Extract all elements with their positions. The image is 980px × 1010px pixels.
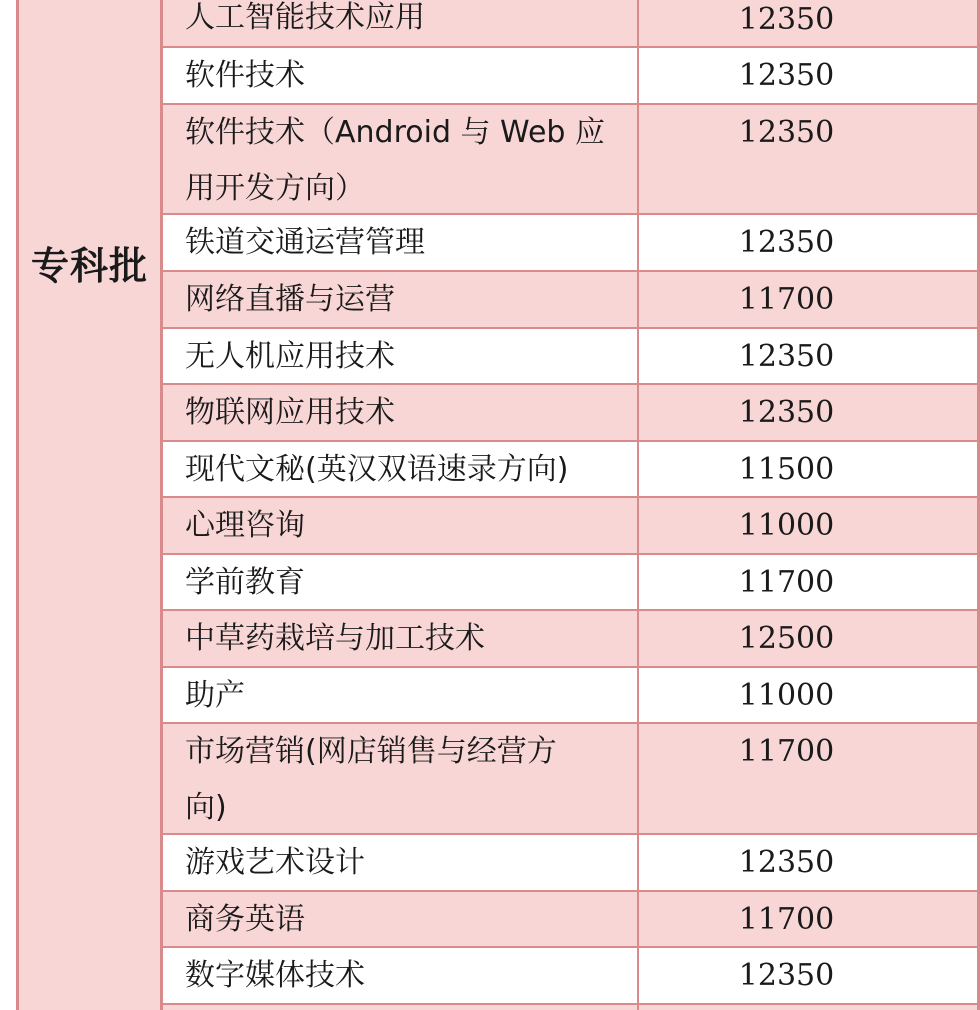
major-name: 物联网应用技术 — [185, 395, 395, 430]
table-row — [163, 442, 980, 498]
major-name: 商务英语 — [185, 902, 305, 937]
tuition-fee: 12350 — [738, 2, 835, 37]
major-name: 无人机应用技术 — [185, 339, 395, 374]
table-row — [163, 668, 980, 724]
tuition-fee: 12350 — [738, 58, 835, 93]
table-row — [163, 385, 980, 442]
major-name: 网络直播与运营 — [185, 282, 395, 317]
tuition-fee: 11000 — [738, 678, 835, 713]
table-row — [163, 892, 980, 948]
column-divider — [637, 1005, 639, 1010]
table-row — [163, 724, 980, 835]
major-name: 软件技术（Android 与 Web 应用开发方向） — [185, 115, 605, 206]
table-row — [163, 215, 980, 272]
tuition-fee: 11000 — [738, 508, 835, 543]
table-row — [163, 0, 980, 48]
table-row — [163, 948, 980, 1005]
tuition-fee: 12350 — [738, 339, 835, 374]
major-name: 市场营销(网店销售与经营方向) — [185, 734, 557, 825]
table-row — [163, 105, 980, 215]
tuition-fee: 12350 — [738, 115, 835, 150]
major-name: 中草药栽培与加工技术 — [185, 621, 485, 656]
tuition-fee: 11700 — [738, 565, 835, 600]
table-row — [163, 272, 980, 329]
table-row — [163, 555, 980, 611]
table-row — [163, 611, 980, 668]
tuition-fee: 11700 — [738, 902, 835, 937]
major-name: 铁道交通运营管理 — [185, 225, 425, 260]
tuition-fee: 11500 — [738, 452, 835, 487]
major-name: 学前教育 — [185, 565, 305, 600]
major-name: 软件技术 — [185, 58, 305, 93]
table-row — [163, 48, 980, 105]
tuition-fee: 12350 — [738, 225, 835, 260]
major-name: 人工智能技术应用 — [185, 0, 425, 35]
tuition-fee: 11700 — [738, 734, 835, 769]
major-name: 现代文秘(英汉双语速录方向) — [185, 452, 569, 487]
table-row — [163, 835, 980, 892]
majors-table — [163, 0, 980, 1010]
batch-cell — [19, 0, 163, 1010]
tuition-fee: 12350 — [738, 845, 835, 880]
tuition-fee: 11700 — [738, 282, 835, 317]
major-name: 心理咨询 — [185, 508, 305, 543]
tuition-fee: 12350 — [738, 395, 835, 430]
tuition-fee: 12500 — [738, 621, 835, 656]
major-name: 数字媒体技术 — [185, 958, 365, 993]
table-row-partial — [163, 1005, 980, 1010]
tuition-fee: 12350 — [738, 958, 835, 993]
batch-label: 专科批 — [30, 244, 148, 288]
table-row — [163, 329, 980, 385]
major-name: 游戏艺术设计 — [185, 845, 365, 880]
major-name: 助产 — [185, 678, 245, 713]
table-row — [163, 498, 980, 555]
